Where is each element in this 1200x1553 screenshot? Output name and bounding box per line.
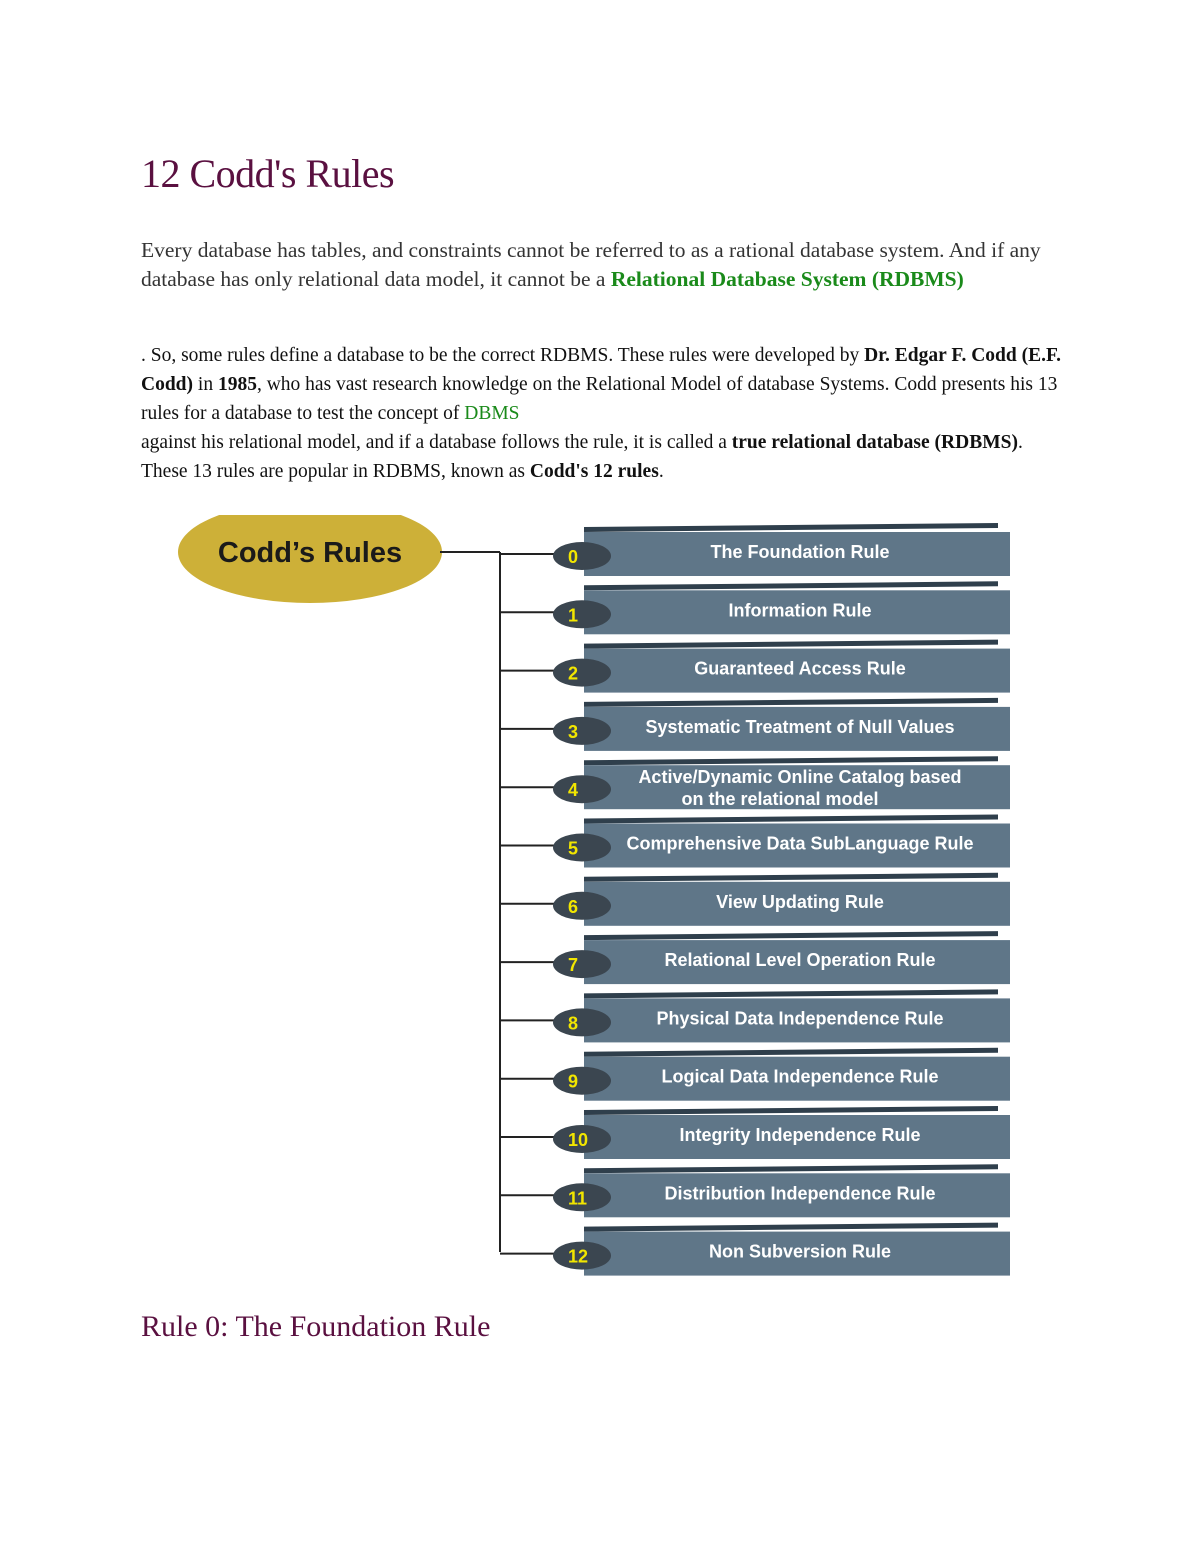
root-node (178, 515, 442, 603)
rule-box-shadow (584, 1164, 998, 1173)
body-text-4: against his relational model, and if a database follows the rule, it is called a (141, 432, 732, 453)
rule-number: 6 (568, 896, 579, 917)
rule-number: 2 (568, 663, 579, 684)
page-title: 12 Codd's Rules (141, 151, 395, 196)
intro-paragraph (141, 236, 1071, 294)
rule-label: The Foundation Rule (710, 542, 890, 562)
rule-label: Non Subversion Rule (708, 1241, 892, 1262)
rule-row (500, 931, 1010, 984)
rule-label: Physical Data Independence Rule (656, 1008, 944, 1029)
rule-label: Guaranteed Access Rule (694, 658, 906, 679)
rule-row (500, 698, 1010, 751)
rule-box-shadow (584, 756, 998, 765)
rule-box-shadow (584, 931, 998, 940)
body-text-5: . These 13 rules are popular in RDBMS, known as (141, 432, 1023, 482)
codds-rules-diagram (170, 515, 1030, 1285)
dbms-link[interactable]: DBMS (464, 403, 520, 424)
rule-row (500, 1164, 1010, 1217)
body-text-6: . (658, 461, 664, 482)
rule-label: Relational Level Operation Rule (664, 950, 936, 971)
body-paragraph (141, 341, 1071, 486)
rule-label: Distribution Independence Rule (664, 1183, 936, 1204)
body-text-3: , who has vast research knowledge on the Relational Model of database Systems. Codd presents his 13 rules for a database to test the concept of (141, 374, 1058, 424)
rule-row (500, 873, 1010, 926)
section-heading: Rule 0: The Foundation Rule (141, 1310, 491, 1343)
rule-number-pill (553, 775, 611, 803)
rule-number: 8 (568, 1013, 579, 1034)
rule-label: Information Rule (728, 600, 872, 621)
rule-row (500, 581, 1010, 634)
root-label: Codd’s Rules (217, 537, 403, 569)
year: 1985 (217, 374, 257, 395)
rule-row (500, 640, 1010, 693)
rule-label: Comprehensive Data SubLanguage Rule (626, 833, 974, 854)
rule-number-pill (553, 542, 611, 570)
rule-row (500, 1223, 1010, 1276)
rules-list (500, 523, 1010, 1276)
rule-box-shadow (584, 581, 998, 590)
body-text-1: . So, some rules define a database to be the correct RDBMS. These rules were developed by (141, 345, 865, 366)
rule-box-shadow (584, 815, 998, 824)
rule-number: 10 (568, 1130, 589, 1150)
body-text-2: in (193, 374, 218, 395)
rule-row (500, 523, 1010, 576)
rule-label: Systematic Treatment of Null Values (645, 716, 955, 737)
rule-number: 3 (568, 721, 579, 742)
rule-row (500, 815, 1010, 868)
rule-number-pill (553, 892, 611, 920)
rule-label: View Updating Rule (716, 891, 884, 912)
rule-number: 5 (568, 838, 579, 859)
rule-number: 12 (568, 1246, 589, 1267)
rule-row (500, 1106, 1010, 1159)
rule-box-shadow (584, 1106, 998, 1115)
rule-number-pill (553, 834, 611, 862)
rule-number-pill (553, 1067, 611, 1095)
codd-name: Dr. Edgar F. Codd (E.F. Codd) (141, 345, 1061, 395)
codds-12-rules: Codd's 12 rules (529, 461, 659, 482)
true-rdbms: true relational database (RDBMS) (731, 432, 1018, 453)
rule-number-pill (553, 950, 611, 978)
rdbms-link[interactable]: Relational Database System (RDBMS) (610, 267, 964, 291)
rule-number: 1 (568, 605, 579, 626)
rule-box-shadow (584, 873, 998, 882)
rule-number: 4 (568, 780, 579, 801)
rule-box-shadow (584, 1048, 998, 1057)
rule-box-shadow (584, 1223, 998, 1232)
rule-box-shadow (584, 640, 998, 649)
rule-label: Logical Data Independence Rule (661, 1066, 939, 1087)
rule-number-pill (553, 659, 611, 687)
rule-box-shadow (584, 698, 998, 707)
rule-number: 11 (568, 1188, 588, 1209)
rule-number: 7 (568, 955, 579, 976)
rule-number-pill (553, 717, 611, 745)
intro-text: Every database has tables, and constraints cannot be referred to as a rational database system. And if any database has only relational data model, it cannot be a (141, 238, 1041, 291)
rule-number: 0 (568, 547, 579, 567)
rule-number-pill (553, 600, 611, 628)
rule-box-shadow (584, 989, 998, 998)
rule-label: Integrity Independence Rule (679, 1125, 921, 1145)
rule-row (500, 756, 1010, 809)
rule-label: Active/Dynamic Online Catalog based on the relational model (638, 767, 962, 810)
rule-box-shadow (584, 523, 998, 532)
rule-number-pill (553, 1008, 611, 1036)
rule-number: 9 (568, 1071, 579, 1092)
rule-row (500, 1048, 1010, 1101)
rule-row (500, 989, 1010, 1042)
